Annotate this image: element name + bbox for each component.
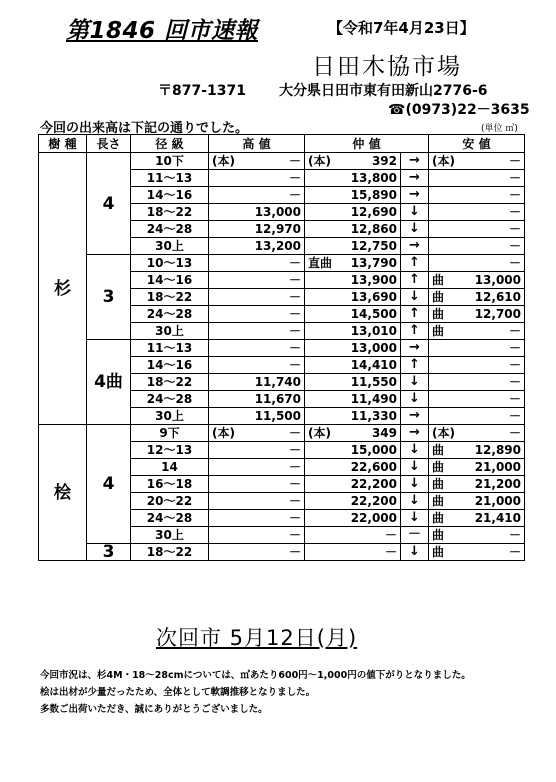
trend-icon: → bbox=[401, 340, 429, 357]
low-price-cell bbox=[429, 255, 525, 272]
species-cell: 杉 bbox=[39, 153, 87, 425]
high-price-cell-value: － bbox=[288, 460, 301, 474]
low-price-cell-value: － bbox=[508, 205, 521, 219]
grade-cell: 30上 bbox=[131, 238, 209, 255]
postal-code: 〒877-1371 bbox=[158, 83, 246, 99]
trend-icon: ↓ bbox=[401, 544, 429, 561]
mid-price-cell-value: 13,790 bbox=[350, 256, 397, 270]
high-price-cell bbox=[209, 493, 305, 510]
length-cell: 4 bbox=[87, 153, 131, 255]
page-title: 第1846 回市速報 bbox=[66, 18, 259, 44]
low-price-cell-value: － bbox=[508, 188, 521, 202]
mid-price-cell bbox=[305, 459, 401, 476]
trend-icon: → bbox=[401, 187, 429, 204]
low-price-cell-prefix: 曲 bbox=[432, 511, 445, 525]
high-price-cell bbox=[209, 408, 305, 425]
high-price-cell-value: － bbox=[288, 528, 301, 542]
grade-cell: 30上 bbox=[131, 527, 209, 544]
low-price-cell bbox=[429, 238, 525, 255]
high-price-cell bbox=[209, 272, 305, 289]
company-phone: ☎(0973)22－3635 bbox=[388, 102, 530, 118]
grade-cell: 20～22 bbox=[131, 493, 209, 510]
low-price-cell bbox=[429, 204, 525, 221]
low-price-cell-value: － bbox=[508, 154, 521, 168]
intro-text: 今回の出来高は下記の通りでした。 bbox=[40, 121, 249, 136]
low-price-cell-prefix: (本) bbox=[432, 426, 455, 440]
mid-price-cell bbox=[305, 510, 401, 527]
high-price-cell bbox=[209, 544, 305, 561]
low-price-cell-prefix: 曲 bbox=[432, 494, 445, 508]
mid-price-cell bbox=[305, 238, 401, 255]
mid-price-cell bbox=[305, 391, 401, 408]
trend-icon: ↓ bbox=[401, 459, 429, 476]
low-price-cell-prefix: 曲 bbox=[432, 324, 445, 338]
grade-cell: 14～16 bbox=[131, 272, 209, 289]
mid-price-cell bbox=[305, 544, 401, 561]
low-price-cell-value: 13,000 bbox=[474, 273, 521, 287]
high-price-cell-value: 11,740 bbox=[254, 375, 301, 389]
grade-cell: 11～13 bbox=[131, 170, 209, 187]
low-price-cell bbox=[429, 442, 525, 459]
grade-cell: 11～13 bbox=[131, 340, 209, 357]
high-price-cell bbox=[209, 510, 305, 527]
high-price-cell-value: － bbox=[288, 256, 301, 270]
trend-icon: → bbox=[401, 170, 429, 187]
mid-price-cell bbox=[305, 442, 401, 459]
low-price-cell-value: 21,000 bbox=[474, 494, 521, 508]
mid-price-cell-value: 22,600 bbox=[350, 460, 397, 474]
trend-icon: → bbox=[401, 238, 429, 255]
high-price-cell-value: 13,200 bbox=[254, 239, 301, 253]
mid-price-cell-value: 22,000 bbox=[350, 511, 397, 525]
low-price-cell bbox=[429, 476, 525, 493]
mid-price-cell bbox=[305, 323, 401, 340]
grade-cell: 14 bbox=[131, 459, 209, 476]
mid-price-cell-value: 13,690 bbox=[350, 290, 397, 304]
high-price-cell-value: 13,000 bbox=[254, 205, 301, 219]
low-price-cell-value: － bbox=[508, 545, 521, 559]
high-price-cell-value: － bbox=[288, 307, 301, 321]
grade-cell: 10～13 bbox=[131, 255, 209, 272]
low-price-cell-prefix: 曲 bbox=[432, 290, 445, 304]
high-price-cell-value: － bbox=[288, 273, 301, 287]
low-price-cell-prefix: 曲 bbox=[432, 443, 445, 457]
mid-price-cell-value: － bbox=[384, 528, 397, 542]
high-price-cell bbox=[209, 255, 305, 272]
trend-icon: ↓ bbox=[401, 493, 429, 510]
low-price-cell bbox=[429, 391, 525, 408]
length-cell: 3 bbox=[87, 255, 131, 340]
mid-price-cell-value: 12,750 bbox=[350, 239, 397, 253]
unit-note: (単位 ㎥) bbox=[481, 124, 518, 134]
mid-price-cell-value: 15,890 bbox=[350, 188, 397, 202]
note-line: 多数ご出荷いただき、誠にありがとうございました。 bbox=[40, 704, 268, 715]
mid-price-cell bbox=[305, 408, 401, 425]
grade-cell: 14～16 bbox=[131, 187, 209, 204]
trend-icon: → bbox=[401, 425, 429, 442]
mid-price-cell bbox=[305, 374, 401, 391]
high-price-cell-value: － bbox=[288, 171, 301, 185]
low-price-cell-value: － bbox=[508, 324, 521, 338]
trend-icon: ↓ bbox=[401, 442, 429, 459]
mid-price-cell-value: 22,200 bbox=[350, 477, 397, 491]
low-price-cell bbox=[429, 459, 525, 476]
mid-price-cell-value: 11,490 bbox=[350, 392, 397, 406]
high-price-cell-value: － bbox=[288, 341, 301, 355]
low-price-cell bbox=[429, 323, 525, 340]
trend-icon: ↑ bbox=[401, 272, 429, 289]
high-price-cell-prefix: (本) bbox=[212, 426, 235, 440]
note-line: 桧は出材が少量だったため、全体として軟調推移となりました。 bbox=[40, 687, 316, 698]
species-cell: 桧 bbox=[39, 425, 87, 561]
length-cell: 4曲 bbox=[87, 340, 131, 425]
high-price-cell bbox=[209, 204, 305, 221]
mid-price-cell-value: 13,900 bbox=[350, 273, 397, 287]
trend-icon: ↑ bbox=[401, 357, 429, 374]
mid-price-cell bbox=[305, 221, 401, 238]
low-price-cell-prefix: 曲 bbox=[432, 307, 445, 321]
trend-icon: → bbox=[401, 408, 429, 425]
grade-cell: 10下 bbox=[131, 153, 209, 170]
trend-icon: ↓ bbox=[401, 204, 429, 221]
high-price-cell bbox=[209, 459, 305, 476]
low-price-cell-prefix: (本) bbox=[432, 154, 455, 168]
low-price-cell-prefix: 曲 bbox=[432, 477, 445, 491]
low-price-cell-value: － bbox=[508, 528, 521, 542]
high-price-cell-value: － bbox=[288, 443, 301, 457]
trend-icon: ↑ bbox=[401, 255, 429, 272]
grade-cell: 16～18 bbox=[131, 476, 209, 493]
market-notes bbox=[40, 667, 471, 718]
mid-price-cell bbox=[305, 187, 401, 204]
high-price-cell bbox=[209, 153, 305, 170]
mid-price-cell-prefix: (本) bbox=[308, 426, 331, 440]
low-price-cell-value: 21,200 bbox=[474, 477, 521, 491]
column-header: 仲 値 bbox=[305, 135, 429, 153]
trend-icon: ↓ bbox=[401, 476, 429, 493]
high-price-cell bbox=[209, 323, 305, 340]
high-price-cell bbox=[209, 187, 305, 204]
low-price-cell bbox=[429, 221, 525, 238]
mid-price-cell-value: － bbox=[384, 545, 397, 559]
mid-price-cell-prefix: 直曲 bbox=[308, 256, 333, 270]
low-price-cell-value: － bbox=[508, 239, 521, 253]
low-price-cell bbox=[429, 493, 525, 510]
low-price-cell-value: － bbox=[508, 256, 521, 270]
low-price-cell-value: － bbox=[508, 426, 521, 440]
high-price-cell bbox=[209, 306, 305, 323]
grade-cell: 18～22 bbox=[131, 374, 209, 391]
grade-cell: 18～22 bbox=[131, 544, 209, 561]
trend-icon: － bbox=[401, 527, 429, 544]
mid-price-cell-value: 14,410 bbox=[350, 358, 397, 372]
mid-price-cell-value: 13,800 bbox=[350, 171, 397, 185]
table-row bbox=[39, 340, 525, 357]
low-price-cell bbox=[429, 527, 525, 544]
company-address: 大分県日田市東有田新山2776-6 bbox=[279, 83, 488, 99]
low-price-cell bbox=[429, 357, 525, 374]
low-price-cell-value: － bbox=[508, 409, 521, 423]
grade-cell: 14～16 bbox=[131, 357, 209, 374]
low-price-cell-prefix: 曲 bbox=[432, 460, 445, 474]
low-price-cell bbox=[429, 408, 525, 425]
high-price-cell bbox=[209, 170, 305, 187]
mid-price-cell-value: 14,500 bbox=[350, 307, 397, 321]
trend-icon: ↓ bbox=[401, 374, 429, 391]
note-line: 今回市況は、杉4M・18～28cmについては、㎥あたり600円～1,000円の値下がりとなりました。 bbox=[40, 670, 471, 681]
high-price-cell-value: － bbox=[288, 511, 301, 525]
high-price-cell-value: － bbox=[288, 426, 301, 440]
high-price-cell-value: 11,670 bbox=[254, 392, 301, 406]
low-price-cell bbox=[429, 170, 525, 187]
low-price-cell bbox=[429, 544, 525, 561]
trend-icon: ↓ bbox=[401, 289, 429, 306]
low-price-cell bbox=[429, 374, 525, 391]
low-price-cell bbox=[429, 340, 525, 357]
low-price-cell-value: － bbox=[508, 171, 521, 185]
mid-price-cell-prefix: (本) bbox=[308, 154, 331, 168]
high-price-cell bbox=[209, 442, 305, 459]
mid-price-cell bbox=[305, 357, 401, 374]
low-price-cell-value: 21,000 bbox=[474, 460, 521, 474]
mid-price-cell-value: 392 bbox=[371, 154, 397, 168]
grade-cell: 24～28 bbox=[131, 306, 209, 323]
mid-price-cell-value: 349 bbox=[371, 426, 397, 440]
grade-cell: 9下 bbox=[131, 425, 209, 442]
high-price-cell-prefix: (本) bbox=[212, 154, 235, 168]
low-price-cell-prefix: 曲 bbox=[432, 528, 445, 542]
mid-price-cell-value: 13,010 bbox=[350, 324, 397, 338]
high-price-cell bbox=[209, 357, 305, 374]
mid-price-cell bbox=[305, 527, 401, 544]
low-price-cell-value: － bbox=[508, 358, 521, 372]
mid-price-cell bbox=[305, 255, 401, 272]
mid-price-cell-value: 12,690 bbox=[350, 205, 397, 219]
trend-icon: ↓ bbox=[401, 510, 429, 527]
mid-price-cell bbox=[305, 493, 401, 510]
high-price-cell-value: － bbox=[288, 324, 301, 338]
high-price-cell-value: － bbox=[288, 154, 301, 168]
high-price-cell bbox=[209, 340, 305, 357]
trend-icon: → bbox=[401, 153, 429, 170]
low-price-cell bbox=[429, 272, 525, 289]
high-price-cell-value: － bbox=[288, 358, 301, 372]
low-price-cell-value: 12,610 bbox=[474, 290, 521, 304]
grade-cell: 30上 bbox=[131, 408, 209, 425]
mid-price-cell-value: 11,550 bbox=[350, 375, 397, 389]
mid-price-cell-value: 22,200 bbox=[350, 494, 397, 508]
table-header-row bbox=[39, 135, 525, 153]
low-price-cell bbox=[429, 306, 525, 323]
high-price-cell-value: － bbox=[288, 545, 301, 559]
column-header: 径 級 bbox=[131, 135, 209, 153]
high-price-cell bbox=[209, 425, 305, 442]
mid-price-cell bbox=[305, 289, 401, 306]
grade-cell: 24～28 bbox=[131, 221, 209, 238]
grade-cell: 18～22 bbox=[131, 204, 209, 221]
low-price-cell bbox=[429, 510, 525, 527]
length-cell: 3 bbox=[87, 544, 131, 561]
next-market-date: 次回市 5月12日(月) bbox=[156, 626, 358, 650]
mid-price-cell bbox=[305, 306, 401, 323]
grade-cell: 24～28 bbox=[131, 391, 209, 408]
low-price-cell-value: － bbox=[508, 341, 521, 355]
low-price-cell bbox=[429, 289, 525, 306]
mid-price-cell bbox=[305, 204, 401, 221]
mid-price-cell bbox=[305, 425, 401, 442]
trend-icon: ↑ bbox=[401, 323, 429, 340]
low-price-cell bbox=[429, 187, 525, 204]
trend-icon: ↓ bbox=[401, 221, 429, 238]
grade-cell: 24～28 bbox=[131, 510, 209, 527]
mid-price-cell bbox=[305, 340, 401, 357]
company-name: 日田木協市場 bbox=[312, 54, 462, 80]
low-price-cell-value: － bbox=[508, 392, 521, 406]
low-price-cell-value: 12,890 bbox=[474, 443, 521, 457]
mid-price-cell-value: 11,330 bbox=[350, 409, 397, 423]
low-price-cell-value: － bbox=[508, 222, 521, 236]
mid-price-cell-value: 12,860 bbox=[350, 222, 397, 236]
mid-price-cell bbox=[305, 272, 401, 289]
column-header: 高 値 bbox=[209, 135, 305, 153]
low-price-cell bbox=[429, 153, 525, 170]
high-price-cell-value: － bbox=[288, 494, 301, 508]
high-price-cell-value: － bbox=[288, 290, 301, 304]
low-price-cell-value: － bbox=[508, 375, 521, 389]
report-date: 【令和7年4月23日】 bbox=[328, 19, 475, 37]
mid-price-cell bbox=[305, 153, 401, 170]
high-price-cell bbox=[209, 289, 305, 306]
high-price-cell-value: 11,500 bbox=[254, 409, 301, 423]
mid-price-cell-value: 13,000 bbox=[350, 341, 397, 355]
price-table bbox=[38, 134, 525, 561]
high-price-cell bbox=[209, 238, 305, 255]
low-price-cell-value: 21,410 bbox=[474, 511, 521, 525]
high-price-cell-value: 12,970 bbox=[254, 222, 301, 236]
table-row bbox=[39, 255, 525, 272]
length-cell: 4 bbox=[87, 425, 131, 544]
trend-icon: ↑ bbox=[401, 306, 429, 323]
grade-cell: 12～13 bbox=[131, 442, 209, 459]
column-header: 長さ bbox=[87, 135, 131, 153]
mid-price-cell bbox=[305, 170, 401, 187]
table-row bbox=[39, 153, 525, 170]
low-price-cell-prefix: 曲 bbox=[432, 273, 445, 287]
low-price-cell-value: 12,700 bbox=[474, 307, 521, 321]
high-price-cell-value: － bbox=[288, 188, 301, 202]
low-price-cell-prefix: 曲 bbox=[432, 545, 445, 559]
mid-price-cell bbox=[305, 476, 401, 493]
mid-price-cell-value: 15,000 bbox=[350, 443, 397, 457]
high-price-cell-value: － bbox=[288, 477, 301, 491]
column-header: 安 値 bbox=[429, 135, 525, 153]
low-price-cell bbox=[429, 425, 525, 442]
high-price-cell bbox=[209, 374, 305, 391]
table-row bbox=[39, 544, 525, 561]
table-row bbox=[39, 425, 525, 442]
trend-icon: ↓ bbox=[401, 391, 429, 408]
high-price-cell bbox=[209, 391, 305, 408]
high-price-cell bbox=[209, 527, 305, 544]
column-header: 樹 種 bbox=[39, 135, 87, 153]
high-price-cell bbox=[209, 221, 305, 238]
grade-cell: 30上 bbox=[131, 323, 209, 340]
high-price-cell bbox=[209, 476, 305, 493]
grade-cell: 18～22 bbox=[131, 289, 209, 306]
